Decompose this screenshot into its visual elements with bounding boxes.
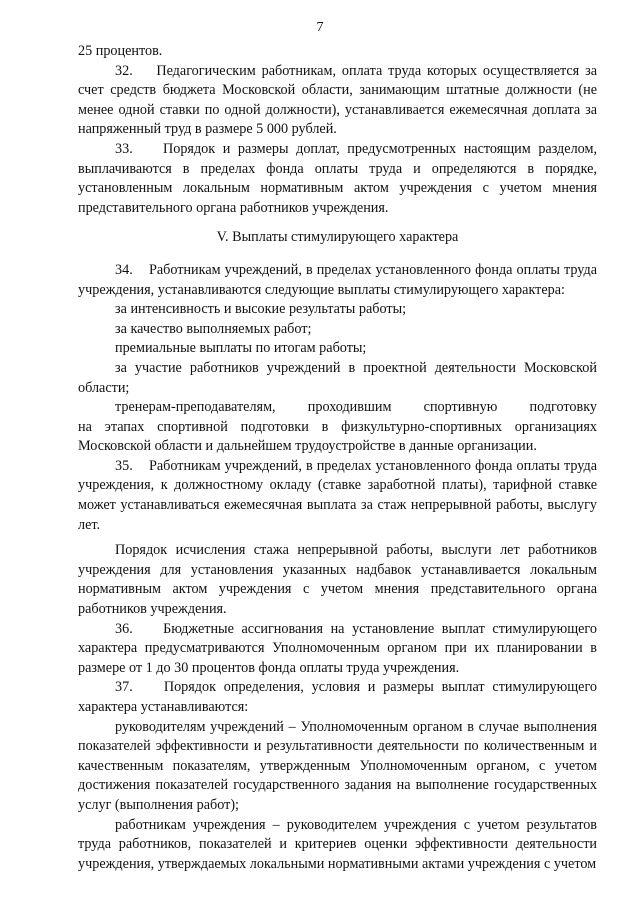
- list-item-project: за участие работников учреждений в проектной деятельности Московской области;: [78, 359, 597, 396]
- list-item-coaches-rest: на этапах спортивной подготовки в физкультурно-спортивных организациях Московской области и дальнейшем трудоустройстве в данные организации.: [78, 418, 597, 455]
- list-item-heads: руководителям учреждений – Уполномоченным органом в случае выполнения показателей эффективности и результативности деятельности по количественным и качественным показателям, утвержденным Уполномоченным органом, с учетом достижения показателей государственного задания на выполнение государственных услуг (выполнения работ);: [78, 718, 597, 813]
- paragraph-continuation: 25 процентов.: [78, 43, 163, 59]
- list-item-intensity: за интенсивность и высокие результаты работы;: [115, 301, 407, 318]
- list-item-bonus: премиальные выплаты по итогам работы;: [115, 340, 367, 357]
- paragraph-36: 36. Бюджетные ассигнования на установление выплат стимулирующего характера предусматриваются Уполномоченным органом при их планировании в размере от 1 до 30 процентов фонда оплаты труда учреждения.: [78, 620, 597, 676]
- paragraph-37: 37. Порядок определения, условия и размеры выплат стимулирующего характера устанавливаются:: [78, 679, 597, 715]
- paragraph-35: 35. Работникам учреждений, в пределах установленного фонда оплаты труда учреждения, к должностному окладу (ставке заработной платы), тарифной ставке может устанавливаться ежемесячная выплата за стаж непрерывной работы, выслугу лет.: [78, 457, 597, 533]
- paragraph-35-procedure: Порядок исчисления стажа непрерывной работы, выслуги лет работников учреждения для установления указанных надбавок устанавливается локальным нормативным актом учреждения с учетом мнения представительного органа работников учреждения.: [78, 542, 597, 618]
- section-heading: V. Выплаты стимулирующего характера: [216, 229, 459, 246]
- paragraph-34: 34. Работникам учреждений, в пределах установленного фонда оплаты труда учреждения, устанавливаются следующие выплаты стимулирующего характера:: [78, 261, 597, 298]
- page-number: 7: [316, 20, 324, 35]
- list-item-quality: за качество выполняемых работ;: [115, 320, 312, 337]
- paragraph-32: 32. Педагогическим работникам, оплата труда которых осуществляется за счет средств бюджета Московской области, занимающим штатные должности (не менее одной ставки по одной должности), устанавливается ежемесячная доплата за напряженный труд в размере 5 000 рублей.: [78, 62, 597, 138]
- paragraph-33: 33. Порядок и размеры доплат, предусмотренных настоящим разделом, выплачиваются в пределах фонда оплаты труда и определяются в порядке, установленным локальным нормативным актом учреждения с учетом мнения представительного органа работников учреждения.: [78, 140, 597, 216]
- list-item-coaches-first-line: тренерам-преподавателям, проходившим спортивную подготовку: [115, 399, 597, 416]
- document-body: [78, 42, 597, 874]
- list-item-workers: работникам учреждения – руководителем учреждения с учетом результатов труда работников, показателей и критериев оценки эффективности деятельности учреждения, утверждаемых локальными нормативными актами учреждения с учетом: [78, 816, 597, 872]
